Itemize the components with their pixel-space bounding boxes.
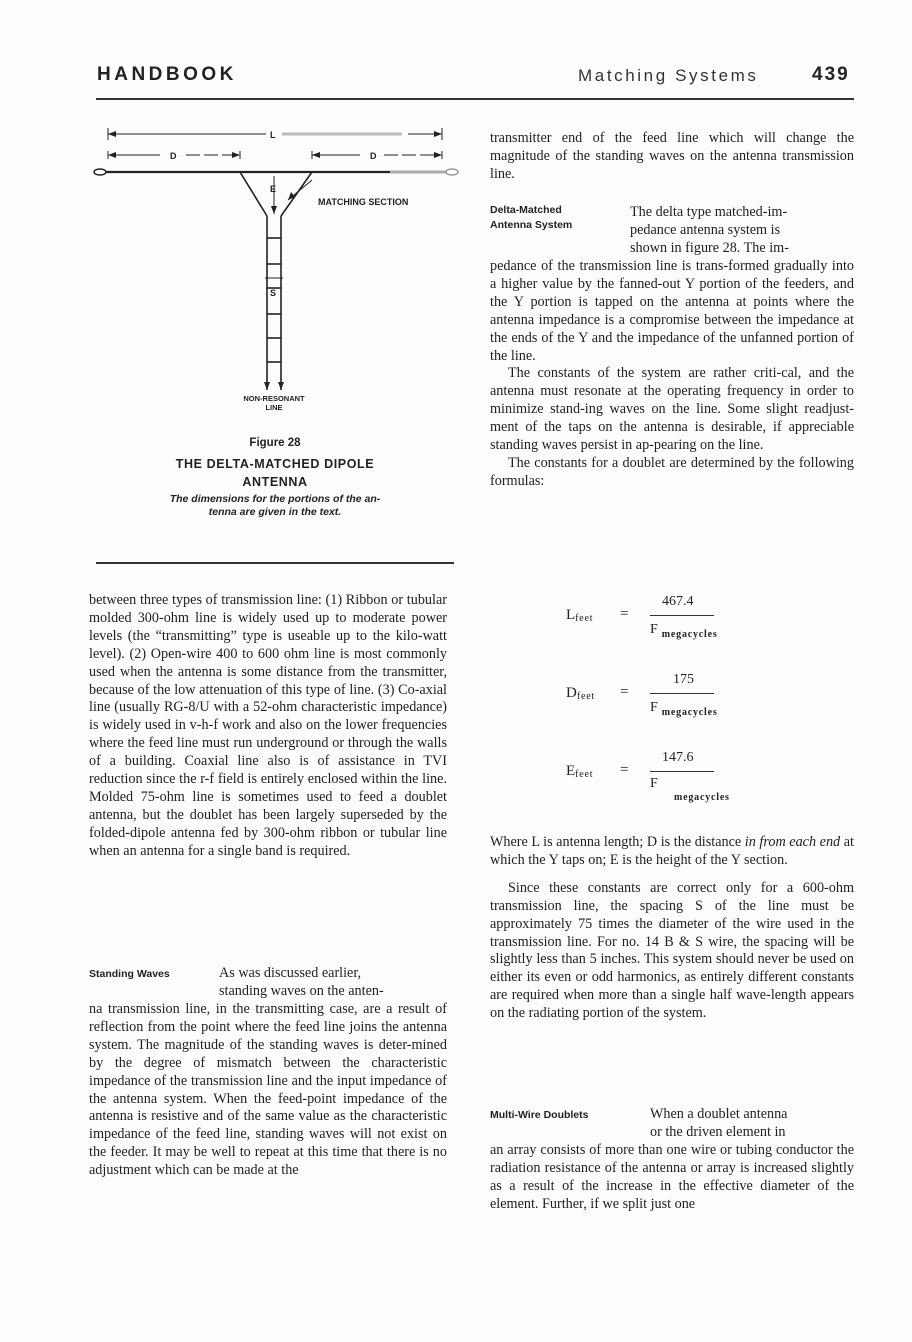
label-line: LINE xyxy=(265,403,283,412)
formula-d-den-sub: megacycles xyxy=(661,707,718,718)
sidehead-multi-wire: Multi-Wire Doublets xyxy=(490,1109,589,1121)
formula-d-var: D xyxy=(566,685,577,701)
paragraph-where xyxy=(490,834,854,870)
formula-l-bar xyxy=(650,615,714,616)
formula-d xyxy=(566,670,766,720)
delta-matched-intro xyxy=(630,204,854,258)
delta-matched-line3: shown in figure 28. The im- xyxy=(630,239,789,256)
formula-e xyxy=(566,748,766,808)
standing-waves-line1: As was discussed earlier, xyxy=(219,965,362,981)
header-rule xyxy=(96,98,854,100)
figure-caption xyxy=(96,437,454,519)
where-text-italic: in from each end xyxy=(744,834,841,850)
running-header-section: Matching Systems xyxy=(578,66,759,85)
multi-wire-line2: or the driven element in xyxy=(650,1123,786,1140)
sidehead-delta-matched-line1: Delta-Matched xyxy=(490,204,562,216)
formula-l-equals: = xyxy=(620,606,629,622)
label-l: L xyxy=(270,130,276,140)
figure-number: Figure 28 xyxy=(249,437,301,449)
delta-matched-dipole-diagram xyxy=(90,118,470,418)
where-text-a: Where L is antenna length; D is the distance xyxy=(490,834,745,850)
paragraph-multi-wire: an array consists of more than one wire or tubing conductor the radiation resistance of the antenna or array is increased slightly as a result of the increase in the effective diameter of the element. Further, if we split just one xyxy=(490,1142,854,1212)
formula-e-denominator: F xyxy=(650,776,658,791)
figure-note-line1: The dimensions for the portions of the an- xyxy=(169,493,381,505)
sidehead-delta-matched xyxy=(490,203,572,233)
page-number: 439 xyxy=(812,64,850,85)
label-d-left: D xyxy=(170,151,177,161)
left-column xyxy=(89,592,447,861)
where-text-b: at which the Y taps on; E is the height of the Y section. xyxy=(490,834,854,868)
multi-wire-line1: When a doublet antenna xyxy=(650,1106,788,1122)
formula-l-denominator: F xyxy=(650,622,658,637)
standing-waves-body xyxy=(89,1001,447,1180)
paragraph-since: Since these constants are correct only for a 600-ohm transmission line, the spacing S of the line must be approximately 75 times the diameter of the wire used in the transmission line. For no. 14 B & S wire, the spacing will be slightly less than 5 inches. This system should never be used on either its even or odd harmonics, as entirely different constants are required when more than a single half wave-length appears on the radiating portion of the system. xyxy=(490,879,854,1022)
paragraph-delta-matched: pedance of the transmission line is trans-formed gradually into a higher value by the fanned-out Y portion of the feeders, and the Y portion is tapped on the antenna at points where the antenna impedance is a compromise between the impedance at the ends of the Y and the impedance of the unfanned portion of the line. xyxy=(490,258,854,364)
running-header-title: HANDBOOK xyxy=(97,64,237,85)
label-e: E xyxy=(270,184,277,194)
sidehead-delta-matched-line2: Antenna System xyxy=(490,219,573,231)
label-non-resonant: NON-RESONANT xyxy=(243,394,305,403)
figure-note-line2: tenna are given in the text. xyxy=(208,506,342,518)
label-matching-section: MATCHING SECTION xyxy=(318,197,409,207)
formula-e-bar xyxy=(650,771,714,772)
label-d-right: D xyxy=(370,151,377,161)
formula-d-bar xyxy=(650,693,714,694)
delta-matched-body xyxy=(490,258,854,491)
formula-d-numerator: 175 xyxy=(673,672,694,687)
standing-waves-line2: standing waves on the anten- xyxy=(219,982,384,999)
paragraph-transmission-lines: between three types of transmission line: (1) Ribbon or tubular molded 300-ohm line is widely used up to moderate power levels (the “transmitting” type is useable up to the kilo-watt level). (2) Open-wire 400 to 600 ohm line is most commonly used when the antenna is some distance from the transmitter, because of the low attenuation of this type of line. (3) Co-axial line (usually RG-8/U with a 52-ohm characteristic impedance) is widely used in v-h-f work and also on the lower frequencies where the feed line must run underground or through the walls of a building. Coaxial line also is of assistance in TVI reduction since the r-f field is entirely enclosed within the line. Molded 75-ohm line is sometimes used to feed a doublet antenna, but the doublet has been largely superseded by the folded-dipole antenna fed by 300-ohm ribbon or tubular line when an antenna for a single band is required. xyxy=(89,592,447,859)
multi-wire-body xyxy=(490,1142,854,1214)
paragraph-transmitter-end: transmitter end of the feed line which will change the magnitude of the standing waves on the antenna transmission line. xyxy=(490,130,854,182)
left-insulator xyxy=(94,169,106,175)
label-s: S xyxy=(270,288,277,298)
feed-line-spacers xyxy=(267,238,281,362)
paragraph-constants: The constants of the system are rather criti-cal, and the antenna must resonate at the operating frequency in order to minimize stand-ing waves on the line. Some slight readjust-ment of the taps on the antenna is desirable, if appreciable standing waves persist in ap-pearing on the line. xyxy=(490,365,854,454)
delta-y-section xyxy=(240,172,312,216)
feed-line xyxy=(267,216,281,390)
formula-d-sub: feet xyxy=(576,691,596,702)
formula-e-equals: = xyxy=(620,762,629,778)
paragraph-standing-waves: na transmission line, in the transmitting case, are a result of reflection from the point where the feed line joins the antenna system. The magnitude of the standing waves is deter-mined by the degree of mismatch between the characteristic impedance of the transmission line and the input impedance of the antenna system. When the feed-point impedance of the antenna is resistive and of the same value as the characteristic impedance of the feed line, standing waves will not exist on the feeder. It may be well to repeat at this time that there is no adjustment which can be made at the xyxy=(89,1001,447,1179)
formula-e-den-sub: megacycles xyxy=(674,792,730,803)
paragraph-doublet-formulas: The constants for a doublet are determined by the following formulas: xyxy=(490,454,854,489)
formula-d-denominator: F xyxy=(650,700,658,715)
figure-title-line2: ANTENNA xyxy=(242,475,308,489)
standing-waves-intro xyxy=(219,965,447,1001)
formula-l-var: L xyxy=(566,607,576,623)
formula-l-den-sub: megacycles xyxy=(661,629,718,640)
formula-d-equals: = xyxy=(620,684,629,700)
delta-matched-line2: pedance antenna system is xyxy=(630,221,781,238)
right-insulator xyxy=(446,169,458,175)
figure-title-line1: THE DELTA-MATCHED DIPOLE xyxy=(175,457,375,471)
right-column-after-formulas xyxy=(490,834,854,1023)
formula-l-sub: feet xyxy=(575,613,594,624)
multi-wire-intro xyxy=(650,1106,854,1142)
right-column-top xyxy=(490,130,854,184)
figure-rule xyxy=(96,562,454,564)
formula-e-sub: feet xyxy=(575,769,594,780)
sidehead-standing-waves: Standing Waves xyxy=(89,968,170,980)
formula-l-numerator: 467.4 xyxy=(662,594,694,609)
delta-matched-line1: The delta type matched-im- xyxy=(630,204,788,220)
formula-l xyxy=(566,592,766,642)
formula-e-var: E xyxy=(566,763,576,779)
formula-e-numerator: 147.6 xyxy=(662,750,694,765)
